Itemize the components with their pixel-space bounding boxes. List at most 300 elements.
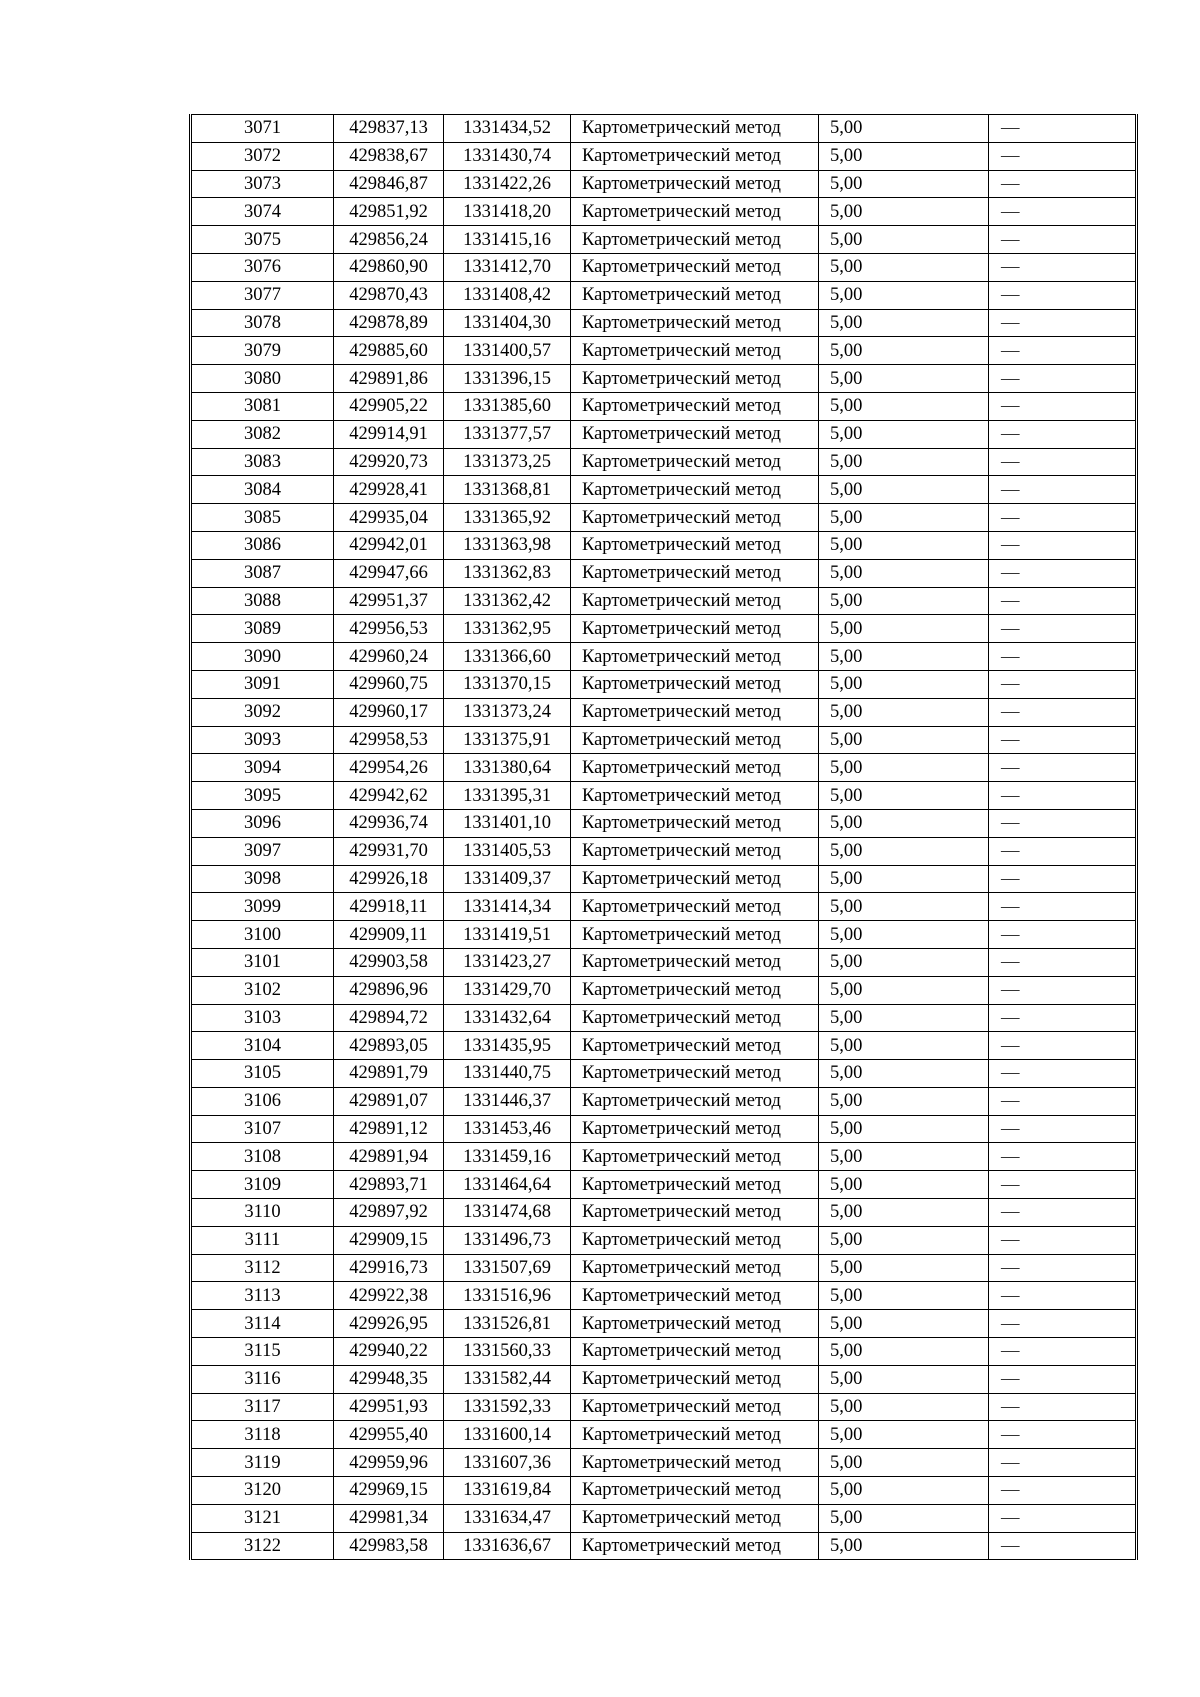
point-number-cell: 3095 (191, 782, 334, 810)
note-cell: — (989, 1282, 1137, 1310)
point-number-cell: 3122 (191, 1532, 334, 1560)
point-number-cell: 3078 (191, 309, 334, 337)
note-cell: — (989, 448, 1137, 476)
x-coordinate-cell: 429916,73 (334, 1254, 444, 1282)
method-cell: Картометрический метод (571, 976, 819, 1004)
note-cell: — (989, 782, 1137, 810)
accuracy-cell: 5,00 (819, 1338, 989, 1366)
accuracy-cell: 5,00 (819, 115, 989, 143)
accuracy-cell: 5,00 (819, 754, 989, 782)
point-number-cell: 3114 (191, 1310, 334, 1338)
table-body (191, 115, 1137, 1560)
x-coordinate-cell: 429931,70 (334, 837, 444, 865)
y-coordinate-cell: 1331401,10 (444, 809, 571, 837)
accuracy-cell: 5,00 (819, 1310, 989, 1338)
y-coordinate-cell: 1331600,14 (444, 1421, 571, 1449)
point-number-cell: 3099 (191, 893, 334, 921)
accuracy-cell: 5,00 (819, 1087, 989, 1115)
accuracy-cell: 5,00 (819, 1449, 989, 1477)
accuracy-cell: 5,00 (819, 1171, 989, 1199)
table-row (191, 1171, 1137, 1199)
y-coordinate-cell: 1331560,33 (444, 1338, 571, 1366)
note-cell: — (989, 1393, 1137, 1421)
method-cell: Картометрический метод (571, 198, 819, 226)
y-coordinate-cell: 1331404,30 (444, 309, 571, 337)
table-row (191, 976, 1137, 1004)
accuracy-cell: 5,00 (819, 615, 989, 643)
table-row (191, 726, 1137, 754)
y-coordinate-cell: 1331385,60 (444, 392, 571, 420)
table-row (191, 837, 1137, 865)
method-cell: Картометрический метод (571, 1338, 819, 1366)
accuracy-cell: 5,00 (819, 1004, 989, 1032)
note-cell: — (989, 309, 1137, 337)
table-row (191, 170, 1137, 198)
method-cell: Картометрический метод (571, 1060, 819, 1088)
point-number-cell: 3092 (191, 698, 334, 726)
method-cell: Картометрический метод (571, 1087, 819, 1115)
x-coordinate-cell: 429891,12 (334, 1115, 444, 1143)
x-coordinate-cell: 429860,90 (334, 253, 444, 281)
method-cell: Картометрический метод (571, 365, 819, 393)
note-cell: — (989, 1421, 1137, 1449)
x-coordinate-cell: 429981,34 (334, 1504, 444, 1532)
note-cell: — (989, 559, 1137, 587)
x-coordinate-cell: 429891,79 (334, 1060, 444, 1088)
x-coordinate-cell: 429920,73 (334, 448, 444, 476)
accuracy-cell: 5,00 (819, 1504, 989, 1532)
method-cell: Картометрический метод (571, 1393, 819, 1421)
table-row (191, 643, 1137, 671)
point-number-cell: 3088 (191, 587, 334, 615)
y-coordinate-cell: 1331582,44 (444, 1365, 571, 1393)
accuracy-cell: 5,00 (819, 281, 989, 309)
point-number-cell: 3077 (191, 281, 334, 309)
table-row (191, 392, 1137, 420)
note-cell: — (989, 670, 1137, 698)
note-cell: — (989, 1143, 1137, 1171)
note-cell: — (989, 365, 1137, 393)
method-cell: Картометрический метод (571, 754, 819, 782)
accuracy-cell: 5,00 (819, 809, 989, 837)
y-coordinate-cell: 1331365,92 (444, 504, 571, 532)
method-cell: Картометрический метод (571, 281, 819, 309)
note-cell: — (989, 1087, 1137, 1115)
table-row (191, 1477, 1137, 1505)
accuracy-cell: 5,00 (819, 1226, 989, 1254)
table-row (191, 698, 1137, 726)
method-cell: Картометрический метод (571, 809, 819, 837)
point-number-cell: 3101 (191, 948, 334, 976)
y-coordinate-cell: 1331464,64 (444, 1171, 571, 1199)
x-coordinate-cell: 429942,62 (334, 782, 444, 810)
accuracy-cell: 5,00 (819, 643, 989, 671)
y-coordinate-cell: 1331363,98 (444, 531, 571, 559)
note-cell: — (989, 476, 1137, 504)
accuracy-cell: 5,00 (819, 170, 989, 198)
y-coordinate-cell: 1331370,15 (444, 670, 571, 698)
table-row (191, 670, 1137, 698)
x-coordinate-cell: 429922,38 (334, 1282, 444, 1310)
method-cell: Картометрический метод (571, 170, 819, 198)
point-number-cell: 3121 (191, 1504, 334, 1532)
table-row (191, 1504, 1137, 1532)
point-number-cell: 3106 (191, 1087, 334, 1115)
point-number-cell: 3086 (191, 531, 334, 559)
y-coordinate-cell: 1331636,67 (444, 1532, 571, 1560)
point-number-cell: 3076 (191, 253, 334, 281)
method-cell: Картометрический метод (571, 448, 819, 476)
table-row (191, 1199, 1137, 1227)
y-coordinate-cell: 1331592,33 (444, 1393, 571, 1421)
accuracy-cell: 5,00 (819, 365, 989, 393)
table-row (191, 1532, 1137, 1560)
x-coordinate-cell: 429878,89 (334, 309, 444, 337)
method-cell: Картометрический метод (571, 865, 819, 893)
x-coordinate-cell: 429940,22 (334, 1338, 444, 1366)
table-row (191, 559, 1137, 587)
note-cell: — (989, 726, 1137, 754)
x-coordinate-cell: 429897,92 (334, 1199, 444, 1227)
x-coordinate-cell: 429960,17 (334, 698, 444, 726)
accuracy-cell: 5,00 (819, 1421, 989, 1449)
x-coordinate-cell: 429838,67 (334, 142, 444, 170)
x-coordinate-cell: 429909,11 (334, 921, 444, 949)
point-number-cell: 3098 (191, 865, 334, 893)
point-number-cell: 3103 (191, 1004, 334, 1032)
point-number-cell: 3089 (191, 615, 334, 643)
note-cell: — (989, 392, 1137, 420)
note-cell: — (989, 1365, 1137, 1393)
table-row (191, 115, 1137, 143)
point-number-cell: 3102 (191, 976, 334, 1004)
x-coordinate-cell: 429948,35 (334, 1365, 444, 1393)
method-cell: Картометрический метод (571, 504, 819, 532)
y-coordinate-cell: 1331414,34 (444, 893, 571, 921)
point-number-cell: 3071 (191, 115, 334, 143)
x-coordinate-cell: 429891,07 (334, 1087, 444, 1115)
accuracy-cell: 5,00 (819, 448, 989, 476)
table-row (191, 420, 1137, 448)
method-cell: Картометрический метод (571, 1449, 819, 1477)
method-cell: Картометрический метод (571, 559, 819, 587)
y-coordinate-cell: 1331434,52 (444, 115, 571, 143)
point-number-cell: 3091 (191, 670, 334, 698)
point-number-cell: 3079 (191, 337, 334, 365)
x-coordinate-cell: 429960,24 (334, 643, 444, 671)
y-coordinate-cell: 1331409,37 (444, 865, 571, 893)
table-row (191, 1060, 1137, 1088)
accuracy-cell: 5,00 (819, 865, 989, 893)
point-number-cell: 3115 (191, 1338, 334, 1366)
y-coordinate-cell: 1331366,60 (444, 643, 571, 671)
point-number-cell: 3080 (191, 365, 334, 393)
y-coordinate-cell: 1331423,27 (444, 948, 571, 976)
point-number-cell: 3096 (191, 809, 334, 837)
x-coordinate-cell: 429846,87 (334, 170, 444, 198)
accuracy-cell: 5,00 (819, 1060, 989, 1088)
note-cell: — (989, 893, 1137, 921)
y-coordinate-cell: 1331429,70 (444, 976, 571, 1004)
method-cell: Картометрический метод (571, 670, 819, 698)
accuracy-cell: 5,00 (819, 1532, 989, 1560)
note-cell: — (989, 1310, 1137, 1338)
method-cell: Картометрический метод (571, 392, 819, 420)
x-coordinate-cell: 429951,93 (334, 1393, 444, 1421)
x-coordinate-cell: 429903,58 (334, 948, 444, 976)
note-cell: — (989, 587, 1137, 615)
note-cell: — (989, 976, 1137, 1004)
table-row (191, 921, 1137, 949)
accuracy-cell: 5,00 (819, 1254, 989, 1282)
x-coordinate-cell: 429969,15 (334, 1477, 444, 1505)
table-row (191, 754, 1137, 782)
y-coordinate-cell: 1331516,96 (444, 1282, 571, 1310)
method-cell: Картометрический метод (571, 1477, 819, 1505)
note-cell: — (989, 337, 1137, 365)
accuracy-cell: 5,00 (819, 142, 989, 170)
accuracy-cell: 5,00 (819, 1477, 989, 1505)
note-cell: — (989, 1171, 1137, 1199)
y-coordinate-cell: 1331496,73 (444, 1226, 571, 1254)
accuracy-cell: 5,00 (819, 670, 989, 698)
note-cell: — (989, 865, 1137, 893)
table-row (191, 587, 1137, 615)
point-number-cell: 3113 (191, 1282, 334, 1310)
y-coordinate-cell: 1331619,84 (444, 1477, 571, 1505)
table-row (191, 809, 1137, 837)
note-cell: — (989, 1115, 1137, 1143)
method-cell: Картометрический метод (571, 142, 819, 170)
table-row (191, 309, 1137, 337)
table-row (191, 1087, 1137, 1115)
coordinates-table (189, 114, 1138, 1560)
y-coordinate-cell: 1331380,64 (444, 754, 571, 782)
x-coordinate-cell: 429956,53 (334, 615, 444, 643)
table-row (191, 1338, 1137, 1366)
point-number-cell: 3111 (191, 1226, 334, 1254)
table-row (191, 253, 1137, 281)
point-number-cell: 3081 (191, 392, 334, 420)
x-coordinate-cell: 429935,04 (334, 504, 444, 532)
method-cell: Картометрический метод (571, 921, 819, 949)
note-cell: — (989, 754, 1137, 782)
y-coordinate-cell: 1331430,74 (444, 142, 571, 170)
table-row (191, 226, 1137, 254)
y-coordinate-cell: 1331362,83 (444, 559, 571, 587)
accuracy-cell: 5,00 (819, 1393, 989, 1421)
point-number-cell: 3104 (191, 1032, 334, 1060)
x-coordinate-cell: 429951,37 (334, 587, 444, 615)
table-row (191, 1421, 1137, 1449)
point-number-cell: 3084 (191, 476, 334, 504)
note-cell: — (989, 1004, 1137, 1032)
method-cell: Картометрический метод (571, 643, 819, 671)
point-number-cell: 3120 (191, 1477, 334, 1505)
y-coordinate-cell: 1331446,37 (444, 1087, 571, 1115)
table-row (191, 615, 1137, 643)
accuracy-cell: 5,00 (819, 226, 989, 254)
y-coordinate-cell: 1331373,24 (444, 698, 571, 726)
table-row (191, 365, 1137, 393)
point-number-cell: 3116 (191, 1365, 334, 1393)
table-row (191, 1143, 1137, 1171)
x-coordinate-cell: 429983,58 (334, 1532, 444, 1560)
accuracy-cell: 5,00 (819, 531, 989, 559)
y-coordinate-cell: 1331507,69 (444, 1254, 571, 1282)
note-cell: — (989, 1504, 1137, 1532)
table-row (191, 504, 1137, 532)
x-coordinate-cell: 429891,86 (334, 365, 444, 393)
method-cell: Картометрический метод (571, 726, 819, 754)
table-row (191, 948, 1137, 976)
note-cell: — (989, 115, 1137, 143)
note-cell: — (989, 643, 1137, 671)
point-number-cell: 3107 (191, 1115, 334, 1143)
point-number-cell: 3087 (191, 559, 334, 587)
method-cell: Картометрический метод (571, 337, 819, 365)
accuracy-cell: 5,00 (819, 198, 989, 226)
point-number-cell: 3072 (191, 142, 334, 170)
note-cell: — (989, 142, 1137, 170)
x-coordinate-cell: 429914,91 (334, 420, 444, 448)
accuracy-cell: 5,00 (819, 337, 989, 365)
accuracy-cell: 5,00 (819, 837, 989, 865)
x-coordinate-cell: 429960,75 (334, 670, 444, 698)
y-coordinate-cell: 1331375,91 (444, 726, 571, 754)
point-number-cell: 3105 (191, 1060, 334, 1088)
y-coordinate-cell: 1331408,42 (444, 281, 571, 309)
x-coordinate-cell: 429926,95 (334, 1310, 444, 1338)
table-row (191, 337, 1137, 365)
note-cell: — (989, 1032, 1137, 1060)
method-cell: Картометрический метод (571, 226, 819, 254)
table-row (191, 531, 1137, 559)
table-row (191, 1115, 1137, 1143)
method-cell: Картометрический метод (571, 893, 819, 921)
table-row (191, 1282, 1137, 1310)
x-coordinate-cell: 429893,71 (334, 1171, 444, 1199)
note-cell: — (989, 531, 1137, 559)
method-cell: Картометрический метод (571, 948, 819, 976)
point-number-cell: 3112 (191, 1254, 334, 1282)
note-cell: — (989, 281, 1137, 309)
note-cell: — (989, 1254, 1137, 1282)
accuracy-cell: 5,00 (819, 893, 989, 921)
table-row (191, 476, 1137, 504)
y-coordinate-cell: 1331368,81 (444, 476, 571, 504)
method-cell: Картометрический метод (571, 1254, 819, 1282)
method-cell: Картометрический метод (571, 1282, 819, 1310)
point-number-cell: 3118 (191, 1421, 334, 1449)
note-cell: — (989, 837, 1137, 865)
table-row (191, 198, 1137, 226)
method-cell: Картометрический метод (571, 698, 819, 726)
y-coordinate-cell: 1331362,95 (444, 615, 571, 643)
y-coordinate-cell: 1331419,51 (444, 921, 571, 949)
note-cell: — (989, 1338, 1137, 1366)
point-number-cell: 3073 (191, 170, 334, 198)
method-cell: Картометрический метод (571, 1532, 819, 1560)
point-number-cell: 3110 (191, 1199, 334, 1227)
note-cell: — (989, 948, 1137, 976)
accuracy-cell: 5,00 (819, 392, 989, 420)
y-coordinate-cell: 1331435,95 (444, 1032, 571, 1060)
method-cell: Картометрический метод (571, 615, 819, 643)
table-row (191, 448, 1137, 476)
accuracy-cell: 5,00 (819, 309, 989, 337)
note-cell: — (989, 420, 1137, 448)
accuracy-cell: 5,00 (819, 698, 989, 726)
table-row (191, 1226, 1137, 1254)
y-coordinate-cell: 1331373,25 (444, 448, 571, 476)
y-coordinate-cell: 1331474,68 (444, 1199, 571, 1227)
point-number-cell: 3093 (191, 726, 334, 754)
x-coordinate-cell: 429947,66 (334, 559, 444, 587)
table-row (191, 1449, 1137, 1477)
table-row (191, 865, 1137, 893)
x-coordinate-cell: 429851,92 (334, 198, 444, 226)
table-row (191, 1004, 1137, 1032)
note-cell: — (989, 921, 1137, 949)
accuracy-cell: 5,00 (819, 1199, 989, 1227)
method-cell: Картометрический метод (571, 476, 819, 504)
x-coordinate-cell: 429909,15 (334, 1226, 444, 1254)
method-cell: Картометрический метод (571, 587, 819, 615)
note-cell: — (989, 1477, 1137, 1505)
point-number-cell: 3083 (191, 448, 334, 476)
x-coordinate-cell: 429891,94 (334, 1143, 444, 1171)
accuracy-cell: 5,00 (819, 587, 989, 615)
method-cell: Картометрический метод (571, 1421, 819, 1449)
table-row (191, 1393, 1137, 1421)
y-coordinate-cell: 1331607,36 (444, 1449, 571, 1477)
y-coordinate-cell: 1331453,46 (444, 1115, 571, 1143)
point-number-cell: 3109 (191, 1171, 334, 1199)
method-cell: Картометрический метод (571, 531, 819, 559)
table-row (191, 782, 1137, 810)
method-cell: Картометрический метод (571, 1115, 819, 1143)
point-number-cell: 3090 (191, 643, 334, 671)
accuracy-cell: 5,00 (819, 1032, 989, 1060)
x-coordinate-cell: 429955,40 (334, 1421, 444, 1449)
note-cell: — (989, 1060, 1137, 1088)
note-cell: — (989, 809, 1137, 837)
method-cell: Картометрический метод (571, 782, 819, 810)
y-coordinate-cell: 1331422,26 (444, 170, 571, 198)
point-number-cell: 3100 (191, 921, 334, 949)
note-cell: — (989, 1226, 1137, 1254)
method-cell: Картометрический метод (571, 420, 819, 448)
y-coordinate-cell: 1331634,47 (444, 1504, 571, 1532)
y-coordinate-cell: 1331440,75 (444, 1060, 571, 1088)
method-cell: Картометрический метод (571, 1504, 819, 1532)
method-cell: Картометрический метод (571, 1310, 819, 1338)
y-coordinate-cell: 1331412,70 (444, 253, 571, 281)
point-number-cell: 3094 (191, 754, 334, 782)
accuracy-cell: 5,00 (819, 976, 989, 1004)
y-coordinate-cell: 1331362,42 (444, 587, 571, 615)
y-coordinate-cell: 1331526,81 (444, 1310, 571, 1338)
x-coordinate-cell: 429958,53 (334, 726, 444, 754)
x-coordinate-cell: 429896,96 (334, 976, 444, 1004)
x-coordinate-cell: 429954,26 (334, 754, 444, 782)
table-row (191, 281, 1137, 309)
accuracy-cell: 5,00 (819, 253, 989, 281)
accuracy-cell: 5,00 (819, 1115, 989, 1143)
accuracy-cell: 5,00 (819, 1365, 989, 1393)
x-coordinate-cell: 429885,60 (334, 337, 444, 365)
